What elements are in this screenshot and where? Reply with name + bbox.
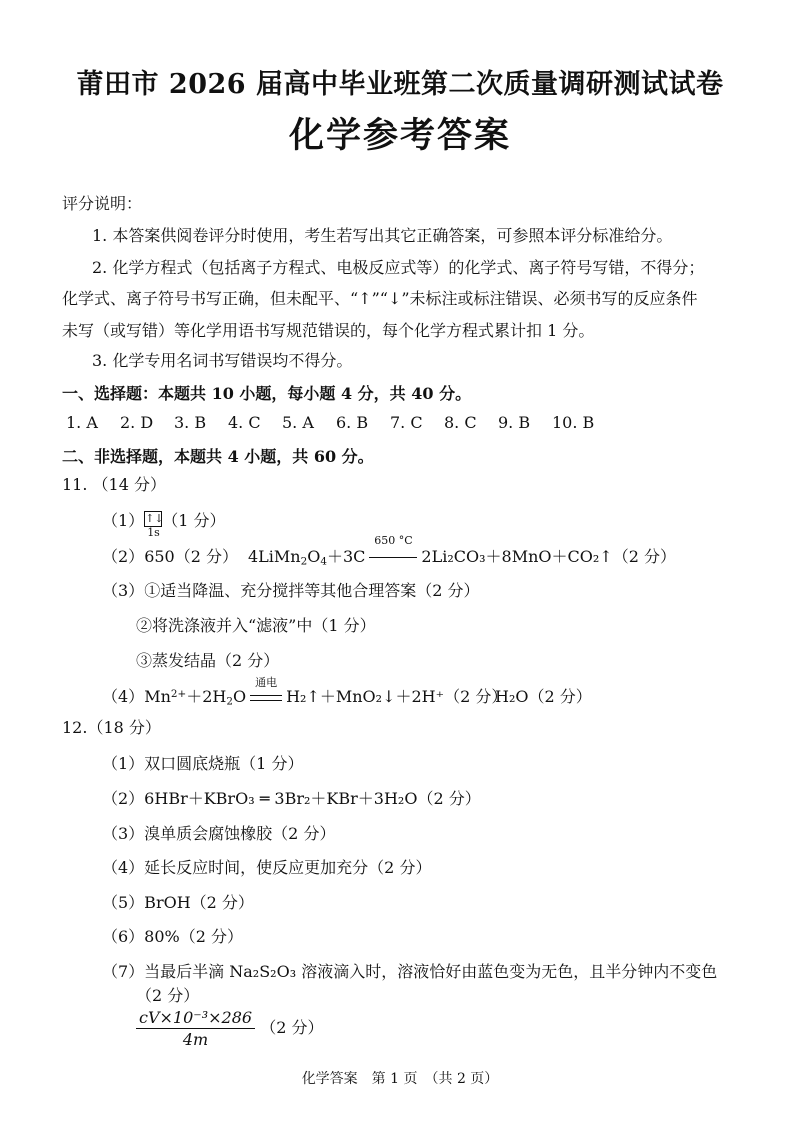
answer-2: 2. D [120,413,154,432]
section-1-heading: 一、选择题：本题共 10 小题，每小题 4 分，共 40 分。 [62,384,472,403]
question-11-title: 11. （14 分） [62,475,166,494]
answer-1: 1. A [66,413,98,432]
answer-8: 8. C [444,413,477,432]
q12-part-4: （4）延长反应时间，使反应更加充分（2 分） [102,858,432,877]
q12-part-3: （3）溴单质会腐蚀橡胶（2 分） [102,824,336,843]
section-2-heading: 二、非选择题，本题共 4 小题，共 60 分。 [62,447,374,466]
answer-6: 6. B [336,413,369,432]
answer-10: 10. B [552,413,595,432]
q11-part-3c: ③蒸发结晶（2 分） [136,651,280,670]
q12-part-7-line-1: （7）当最后半滴 Na₂S₂O₃ 溶液滴入时，溶液恰好由蓝色变为无色，且半分钟内不变色 [102,962,718,981]
q11-part-3a: （3）①适当降温、充分搅拌等其他合理答案（2 分） [102,581,480,600]
page-title: 化学参考答案 [288,115,511,156]
note-3: 3. 化学专用名词书写错误均不得分。 [92,351,353,370]
q12-part-7-formula: $\frac{\text{cV×10⁻³×286}}{4m}$ （2 分） [136,1008,323,1049]
q12-part-2: （2）6HBr＋KBrO₃ ═ 3Br₂＋KBr＋3H₂O（2 分） [102,789,481,808]
q12-part-5: （5）BrOH（2 分） [102,893,254,912]
q12-part-7-line-2: （2 分） [136,986,200,1005]
q11-part-2: （2）650（2 分） [102,547,238,566]
answer-4: 4. C [228,413,261,432]
answer-3: 3. B [174,413,207,432]
q12-part-6: （6）80%（2 分） [102,927,244,946]
answer-9: 9. B [498,413,531,432]
question-12-title: 12.（18 分） [62,718,161,737]
q11-part-1: （1）↑↓ 1s （1 分） [102,511,226,539]
answer-5: 5. A [282,413,314,432]
note-2-line-1: 2. 化学方程式（包括离子方程式、电极反应式等）的化学式、离子符号写错，不得分； [92,258,705,277]
q11-part-4-extra: H₂O（2 分） [495,687,592,706]
scoring-notes-heading: 评分说明： [62,194,143,213]
note-2-line-3: 未写（或写错）等化学用语书写规范错误的，每个化学方程式累计扣 1 分。 [62,321,595,340]
q11-part-4: $(4)Mn^{2+}+2H_2O$ 通电 H₂↑＋MnO₂↓＋2H⁺（2 分） [102,676,508,708]
q12-part-1: （1）双口圆底烧瓶（1 分） [102,754,304,773]
q11-part-3b: ②将洗涤液并入“滤液”中（1 分） [136,616,376,635]
orbital-box: ↑↓ 1s [145,511,164,539]
page-footer: 化学答案 第 1 页 （共 2 页） [301,1071,499,1087]
note-2-line-2: 化学式、离子符号书写正确，但未配平、“↑”“↓”未标注或标注错误、必须书写的反应条件 [62,289,698,308]
fraction: $\frac{\text{cV×10⁻³×286}}{4m}$ [136,1008,255,1049]
q11-part-2-equation: $4LiMn_2O_4+3C$ 650 °C 2Li₂CO₃＋8MnO＋CO₂↑（2 分） [248,534,676,568]
answer-7: 7. C [390,413,423,432]
electrolysis-condition: 通电 [250,687,282,706]
note-1: 1. 本答案供阅卷评分时使用，考生若写出其它正确答案，可参照本评分标准给分。 [92,226,673,245]
reaction-condition: 650 °C [369,547,417,566]
exam-title: 莆田市 2026 届高中毕业班第二次质量调研测试试卷 [76,69,724,100]
